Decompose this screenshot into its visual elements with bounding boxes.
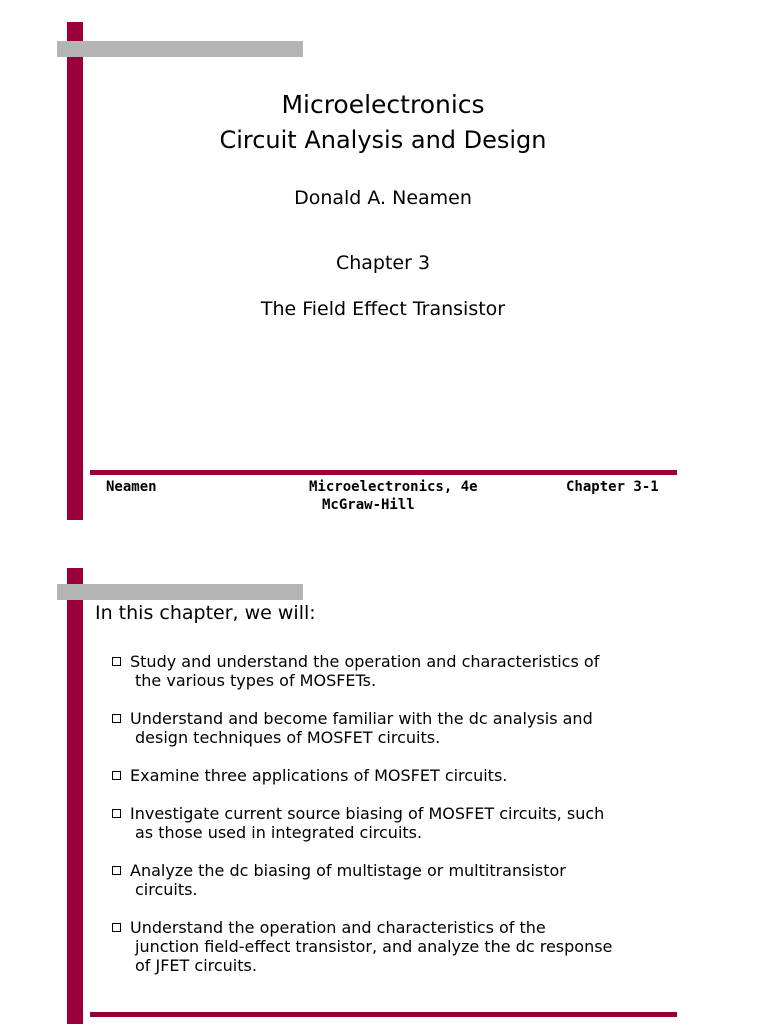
list-item-line: circuits. — [135, 880, 198, 899]
slide-title-text: Microelectronics — [281, 90, 485, 119]
chapter-label: Chapter 3 — [335, 252, 431, 274]
list-item-line: Understand and become familiar with the dc analysis and — [130, 709, 593, 728]
slide-subtitle-text: Circuit Analysis and Design — [219, 126, 547, 154]
footer-center-line1: Microelectronics, 4e — [309, 479, 478, 495]
checkbox-square-icon — [112, 771, 121, 780]
list-item — [112, 709, 702, 747]
list-item-line: of JFET circuits. — [135, 956, 257, 975]
list-item-line: Study and understand the operation and characteristics of — [130, 652, 600, 671]
footer-right: Chapter 3-1 — [566, 479, 659, 495]
list-item-line: the various types of MOSFETs. — [135, 671, 377, 690]
list-item-line: as those used in integrated circuits. — [135, 823, 423, 842]
list-item-line: Investigate current source biasing of MOSFET circuits, such — [130, 804, 605, 823]
list-item — [112, 766, 702, 785]
objectives-list — [112, 652, 702, 994]
author-name: Donald A. Neamen — [294, 187, 472, 209]
slide2-accent-vertical-bar — [67, 568, 83, 1024]
checkbox-square-icon — [112, 923, 121, 932]
footer-center-line2: McGraw-Hill — [322, 497, 415, 513]
checkbox-square-icon — [112, 866, 121, 875]
list-item-line: junction field-effect transistor, and analyze the dc response — [135, 937, 613, 956]
chapter-topic: The Field Effect Transistor — [260, 298, 506, 320]
objectives-heading: In this chapter, we will: — [95, 602, 316, 624]
list-item — [112, 918, 702, 975]
checkbox-square-icon — [112, 657, 121, 666]
list-item-line: Analyze the dc biasing of multistage or multitransistor — [130, 861, 566, 880]
list-item-line: design techniques of MOSFET circuits. — [135, 728, 441, 747]
footer-left: Neamen — [106, 479, 157, 495]
slide2-footer-divider — [90, 1012, 677, 1017]
checkbox-square-icon — [112, 809, 121, 818]
slide2-gray-bar — [57, 584, 303, 600]
list-item-line: Examine three applications of MOSFET circuits. — [130, 766, 508, 785]
list-item — [112, 804, 702, 842]
checkbox-square-icon — [112, 714, 121, 723]
list-item — [112, 861, 702, 899]
list-item — [112, 652, 702, 690]
slide-accent-vertical-bar — [67, 22, 83, 520]
footer-divider — [90, 470, 677, 475]
slide-gray-bar — [57, 41, 303, 57]
list-item-line: Understand the operation and characteristics of the — [130, 918, 546, 937]
